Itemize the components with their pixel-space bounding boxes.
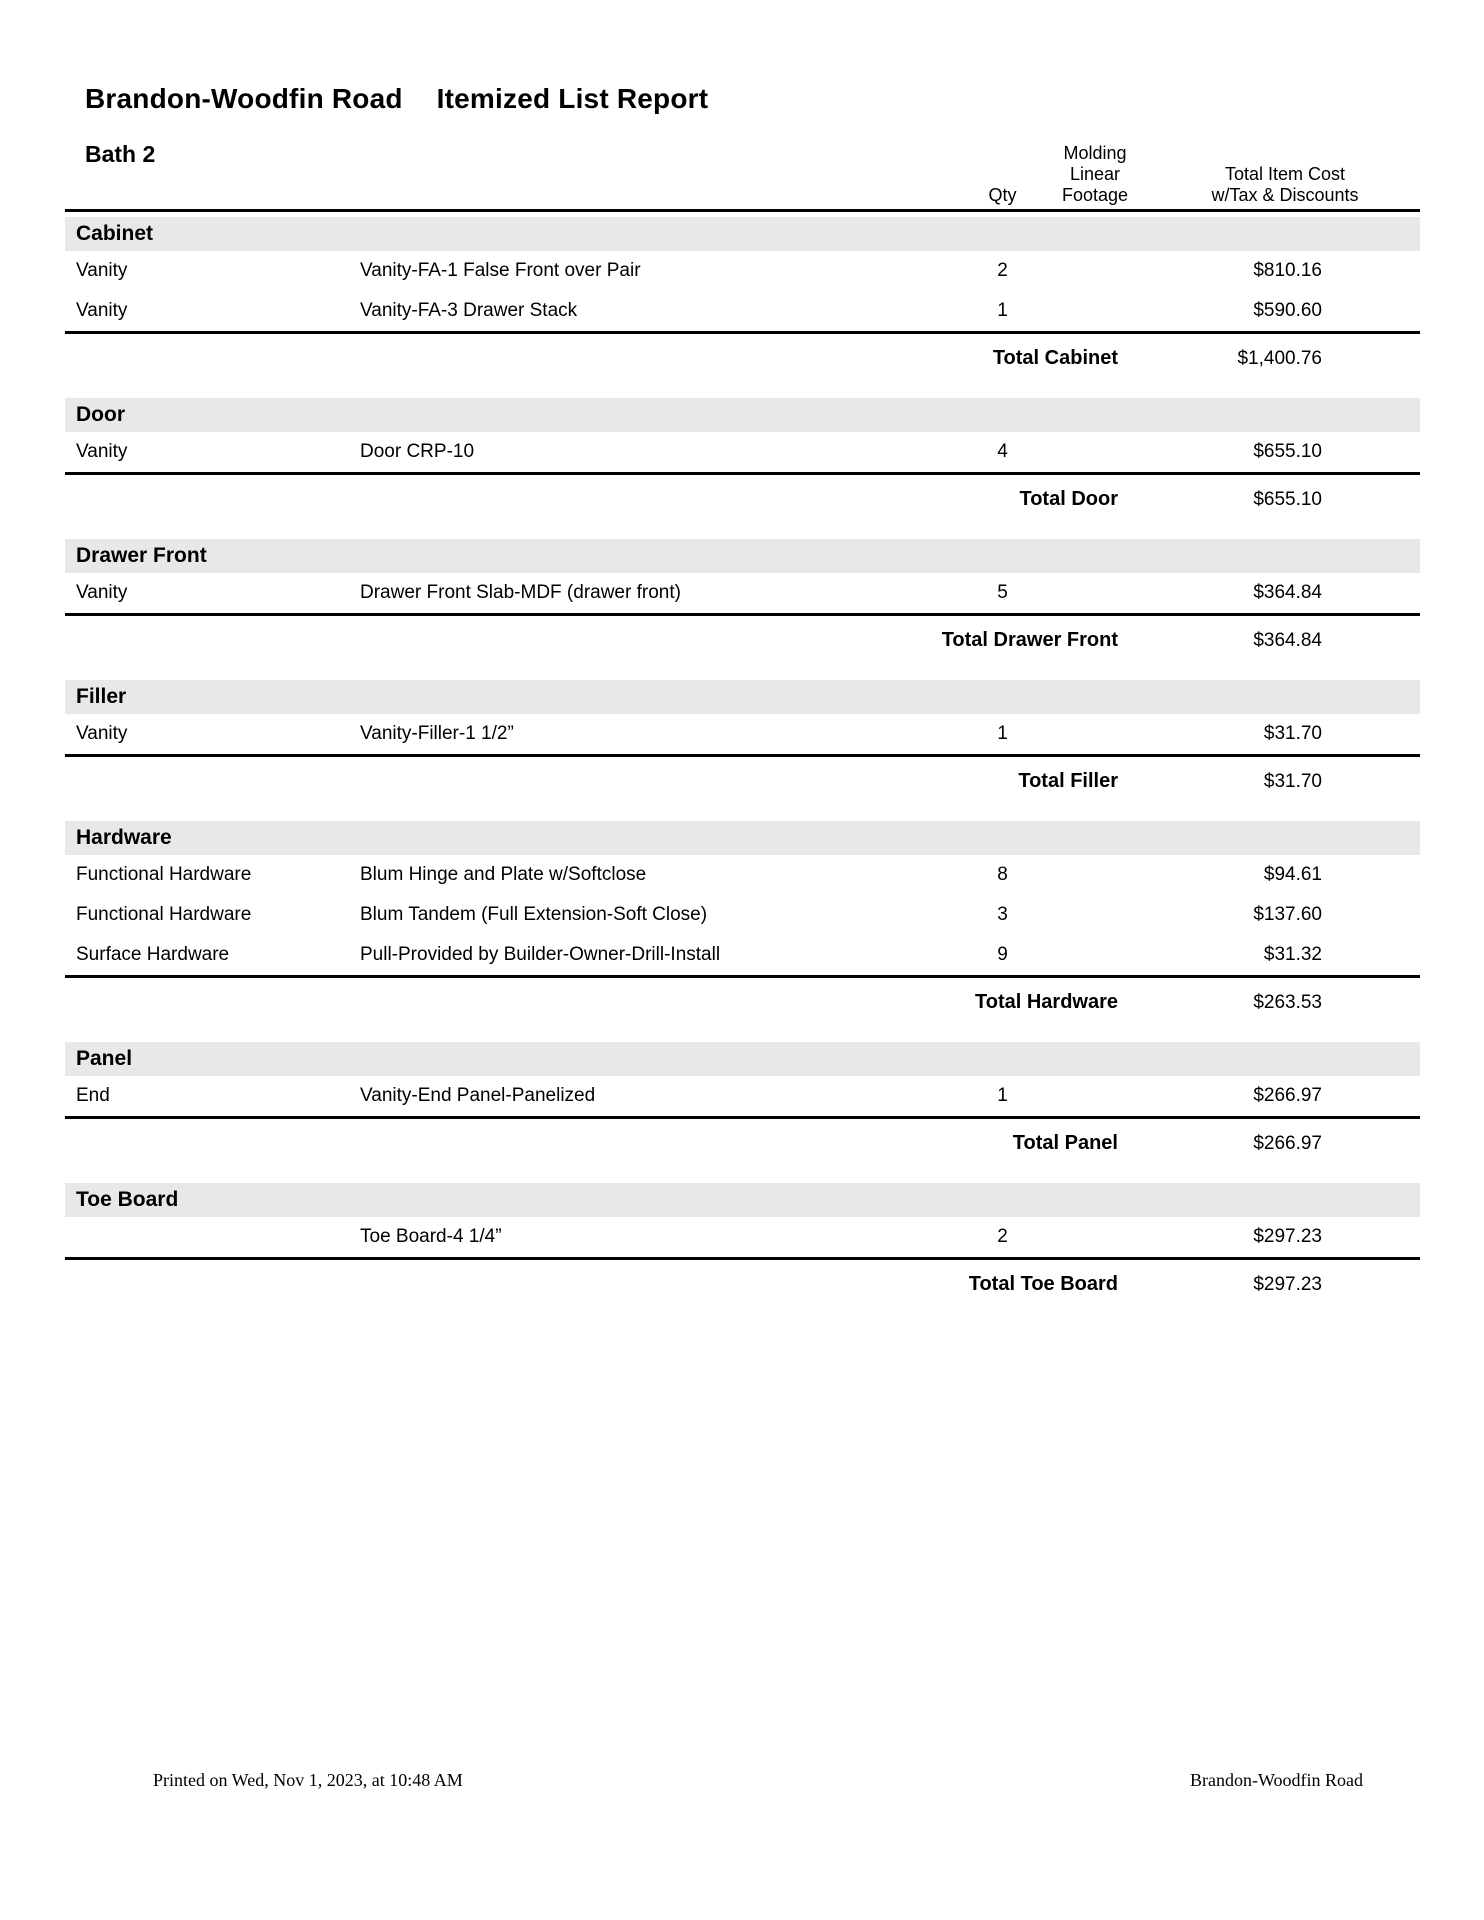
item-total-cost: $266.97 <box>1253 1085 1322 1106</box>
section-total-row <box>65 757 1420 799</box>
sections-container <box>65 217 1420 1302</box>
item-description: Vanity-FA-1 False Front over Pair <box>360 260 641 281</box>
section-total-label: Total Filler <box>1018 770 1118 792</box>
item-row <box>65 1076 1420 1116</box>
item-qty: 9 <box>997 944 1008 965</box>
printed-timestamp: Printed on Wed, Nov 1, 2023, at 10:48 AM <box>153 1770 463 1790</box>
section-title: Toe Board <box>76 1188 179 1211</box>
room-name: Bath 2 <box>85 141 156 167</box>
column-header-molding-linear-footage: Molding Linear Footage <box>1061 143 1129 205</box>
section-rows <box>65 714 1420 757</box>
section-header-band <box>65 1042 1420 1076</box>
item-row <box>65 855 1420 895</box>
section-total-value: $31.70 <box>1263 771 1322 792</box>
item-row <box>65 895 1420 935</box>
item-total-cost: $137.60 <box>1253 904 1322 925</box>
item-description: Vanity-End Panel-Panelized <box>360 1085 596 1106</box>
section-total-row <box>65 334 1420 376</box>
report-section <box>65 680 1420 799</box>
item-row <box>65 1217 1420 1257</box>
item-total-cost: $31.70 <box>1263 723 1322 744</box>
section-total-row <box>65 978 1420 1020</box>
section-rows <box>65 251 1420 334</box>
item-category: Functional Hardware <box>76 864 252 885</box>
report-section <box>65 539 1420 658</box>
item-description: Vanity-FA-3 Drawer Stack <box>360 300 578 321</box>
section-rows <box>65 432 1420 475</box>
item-qty: 4 <box>997 441 1008 462</box>
section-rows <box>65 855 1420 978</box>
item-category: Vanity <box>76 300 128 321</box>
report-section <box>65 398 1420 517</box>
section-total-value: $263.53 <box>1253 992 1322 1013</box>
item-description: Blum Tandem (Full Extension-Soft Close) <box>360 904 708 925</box>
section-total-label: Total Cabinet <box>992 347 1118 369</box>
section-total-label: Total Toe Board <box>968 1273 1118 1295</box>
section-total-value: $266.97 <box>1253 1133 1322 1154</box>
item-row <box>65 935 1420 975</box>
item-row <box>65 251 1420 291</box>
project-name: Brandon-Woodfin Road <box>85 83 403 114</box>
section-title: Cabinet <box>76 222 154 245</box>
item-total-cost: $31.32 <box>1263 944 1322 965</box>
item-description: Blum Hinge and Plate w/Softclose <box>360 864 647 885</box>
section-total-label: Total Door <box>1019 488 1118 510</box>
section-header-band <box>65 398 1420 432</box>
section-total-value: $655.10 <box>1253 489 1322 510</box>
report-section <box>65 217 1420 376</box>
section-rows <box>65 1076 1420 1119</box>
item-qty: 8 <box>997 864 1008 885</box>
item-total-cost: $590.60 <box>1253 300 1322 321</box>
report-title <box>65 0 1420 115</box>
section-title: Filler <box>76 685 127 708</box>
item-row <box>65 432 1420 472</box>
item-description: Pull-Provided by Builder-Owner-Drill-Install <box>360 944 721 965</box>
table-header <box>65 141 1420 212</box>
footer-project-name: Brandon-Woodfin Road <box>1189 1770 1363 1790</box>
item-qty: 1 <box>997 1085 1008 1106</box>
report-section <box>65 821 1420 1020</box>
item-qty: 2 <box>997 260 1008 281</box>
report-section <box>65 1042 1420 1161</box>
item-category: Vanity <box>76 723 128 744</box>
section-header-band <box>65 217 1420 251</box>
section-title: Hardware <box>76 826 172 849</box>
item-description: Door CRP-10 <box>360 441 475 462</box>
section-header-band <box>65 539 1420 573</box>
item-total-cost: $94.61 <box>1263 864 1322 885</box>
section-rows <box>65 1217 1420 1260</box>
item-description: Vanity-Filler-1 1/2” <box>360 723 514 744</box>
item-row <box>65 714 1420 754</box>
section-header-band <box>65 680 1420 714</box>
section-total-value: $1,400.76 <box>1237 348 1322 369</box>
section-total-label: Total Hardware <box>975 991 1118 1013</box>
item-total-cost: $297.23 <box>1253 1226 1322 1247</box>
column-header-total-item-cost: Total Item Cost w/Tax & Discounts <box>1211 164 1359 205</box>
section-title: Door <box>76 403 125 426</box>
report-type: Itemized List Report <box>436 83 709 114</box>
item-total-cost: $364.84 <box>1253 582 1322 603</box>
section-total-row <box>65 1260 1420 1302</box>
item-category: End <box>76 1085 110 1106</box>
column-header-qty: Qty <box>988 185 1017 205</box>
section-header-band <box>65 821 1420 855</box>
section-title: Panel <box>76 1047 133 1070</box>
item-row <box>65 291 1420 331</box>
section-title: Drawer Front <box>76 544 207 567</box>
item-qty: 5 <box>997 582 1008 603</box>
item-description: Drawer Front Slab-MDF (drawer front) <box>360 582 681 603</box>
item-row <box>65 573 1420 613</box>
section-total-label: Total Panel <box>1012 1132 1118 1154</box>
section-total-value: $364.84 <box>1253 630 1322 651</box>
section-total-value: $297.23 <box>1253 1274 1322 1295</box>
item-total-cost: $810.16 <box>1253 260 1322 281</box>
report-section <box>65 1183 1420 1302</box>
section-rows <box>65 573 1420 616</box>
item-category: Vanity <box>76 582 128 603</box>
section-header-band <box>65 1183 1420 1217</box>
section-total-row <box>65 616 1420 658</box>
item-category: Functional Hardware <box>76 904 252 925</box>
item-category: Vanity <box>76 260 128 281</box>
item-qty: 1 <box>997 300 1008 321</box>
item-total-cost: $655.10 <box>1253 441 1322 462</box>
item-qty: 3 <box>997 904 1008 925</box>
item-qty: 2 <box>997 1226 1008 1247</box>
page-footer <box>153 1770 1363 1791</box>
item-description: Toe Board-4 1/4” <box>360 1226 502 1247</box>
section-total-label: Total Drawer Front <box>941 629 1118 651</box>
item-category: Vanity <box>76 441 128 462</box>
section-total-row <box>65 475 1420 517</box>
item-qty: 1 <box>997 723 1008 744</box>
item-category: Surface Hardware <box>76 944 230 965</box>
section-total-row <box>65 1119 1420 1161</box>
